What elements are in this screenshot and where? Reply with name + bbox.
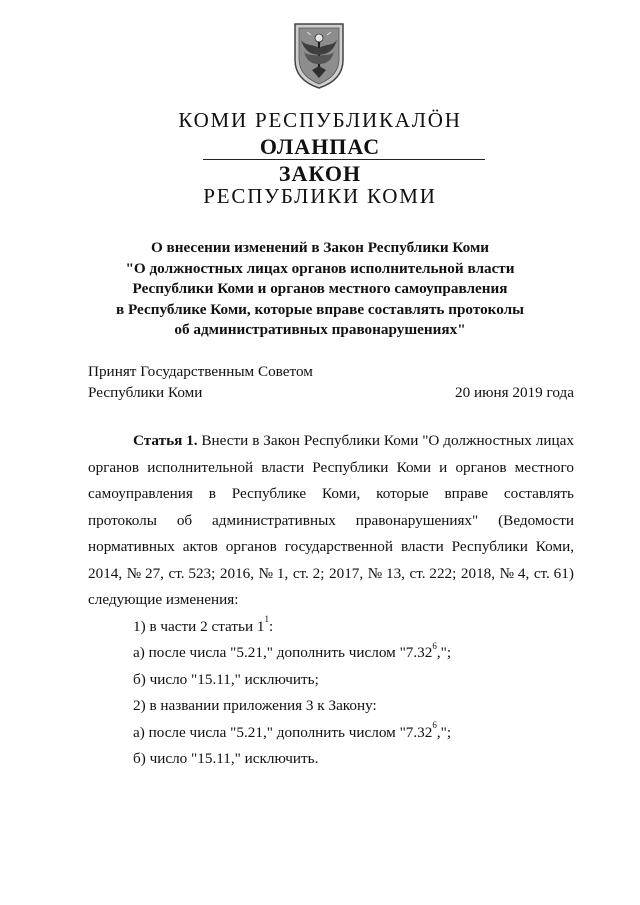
article-word: в — [252, 432, 260, 449]
article-word: № 1, — [258, 564, 289, 582]
article-word: власти — [400, 538, 444, 555]
article-word: 2018, — [460, 564, 496, 582]
article-word: 2016, — [219, 564, 255, 582]
article-word: местного — [514, 458, 574, 476]
article-word: ст. 523; — [168, 564, 216, 582]
article-body — [88, 428, 574, 773]
list-item: б) число "15.11," исключить. — [133, 750, 319, 767]
list-item: а) после числа "5.21," дополнить числом "7.32$^6$,"; — [133, 640, 452, 661]
article-word: Коми — [383, 432, 419, 449]
article-word: правонарушениях" — [355, 511, 479, 529]
article-word: самоуправления — [88, 485, 193, 502]
list-item: 1) в части 2 статьи $1^1$: — [133, 614, 274, 635]
article-line-last: следующие изменения: — [88, 591, 239, 608]
article-line — [88, 455, 574, 482]
article-word: органов — [225, 538, 277, 555]
article-word: которые — [376, 485, 429, 502]
article-word: об — [176, 511, 193, 529]
article-word: лицах — [535, 432, 574, 449]
adoption-date: 20 июня 2019 года — [454, 384, 574, 401]
article-word: "О — [422, 432, 440, 449]
article-word: Республике — [231, 485, 307, 502]
coat-of-arms-icon — [293, 22, 345, 90]
article-word: Коми, — [535, 538, 574, 555]
article-word: № 27, — [126, 564, 164, 582]
article-word: № 13, — [367, 564, 405, 582]
article-word: вправе — [444, 485, 488, 502]
adopted-by-republic: Республики Коми — [88, 384, 203, 401]
list-item: 2) в названии приложения 3 к Закону: — [133, 697, 377, 714]
article-word: государственной — [284, 538, 394, 555]
header-divider — [203, 159, 485, 160]
article-word: органов — [455, 458, 507, 476]
article-word: Республики — [451, 538, 528, 555]
law-title-line: О внесении изменений в Закон Республики Коми — [150, 239, 490, 256]
header-olanpas: ОЛАНПАС — [259, 134, 381, 159]
header-komi-republic: КОМИ РЕСПУБЛИКАЛÖН — [178, 108, 462, 132]
article-word: № 4, — [499, 564, 530, 582]
article-word: ст. 61) — [533, 564, 574, 582]
article-word: Республики — [303, 432, 381, 449]
header-republic-komi: РЕСПУБЛИКИ КОМИ — [203, 184, 437, 208]
adoption-block — [88, 361, 574, 403]
law-title-line: Республики Коми и органов местного самоуправления — [132, 280, 508, 297]
article-word: 2017, — [329, 564, 364, 582]
header-zakon: ЗАКОН — [278, 161, 362, 186]
article-word: Закон — [263, 432, 300, 449]
article-word: протоколы — [88, 511, 157, 529]
article-label: Статья 1. — [133, 432, 198, 449]
article-line — [88, 428, 574, 455]
adopted-by-line: Принят Государственным Советом — [88, 363, 313, 380]
article-line — [88, 508, 574, 535]
adopted-by-line2 — [88, 382, 574, 403]
article-word: нормативных — [88, 538, 175, 555]
article-word: и — [439, 458, 448, 476]
article-word: административных — [212, 511, 336, 529]
article-word: (Ведомости — [498, 511, 574, 529]
article-word: исполнительной — [147, 458, 254, 476]
list-item: б) число "15.11," исключить; — [133, 670, 319, 688]
article-word: Коми, — [322, 485, 361, 502]
law-title-line: "О должностных лицах органов исполнительной власти — [125, 259, 515, 277]
article-line — [88, 561, 574, 588]
article-word: органов — [88, 458, 140, 476]
article-line — [88, 481, 574, 508]
article-word: должностных — [443, 432, 532, 449]
law-title-line: об административных правонарушениях" — [174, 321, 466, 338]
article-word: в — [208, 485, 216, 502]
article-word: Коми — [396, 458, 432, 476]
article-word: актов — [182, 538, 218, 555]
list-item: а) после числа "5.21," дополнить числом "7.32$^6$,"; — [133, 720, 452, 741]
law-title-line: в Республике Коми, которые вправе составлять протоколы — [115, 300, 524, 318]
article-word: составлять — [503, 485, 574, 502]
article-word: власти — [261, 458, 305, 476]
article-word: Республики — [312, 458, 389, 476]
article-word: 2014, — [88, 564, 123, 582]
article-word: Внести — [201, 432, 249, 449]
law-title — [60, 238, 580, 341]
article-line — [88, 534, 574, 561]
article-word: ст. 2; — [292, 564, 325, 582]
article-word: ст. 222; — [409, 564, 457, 582]
